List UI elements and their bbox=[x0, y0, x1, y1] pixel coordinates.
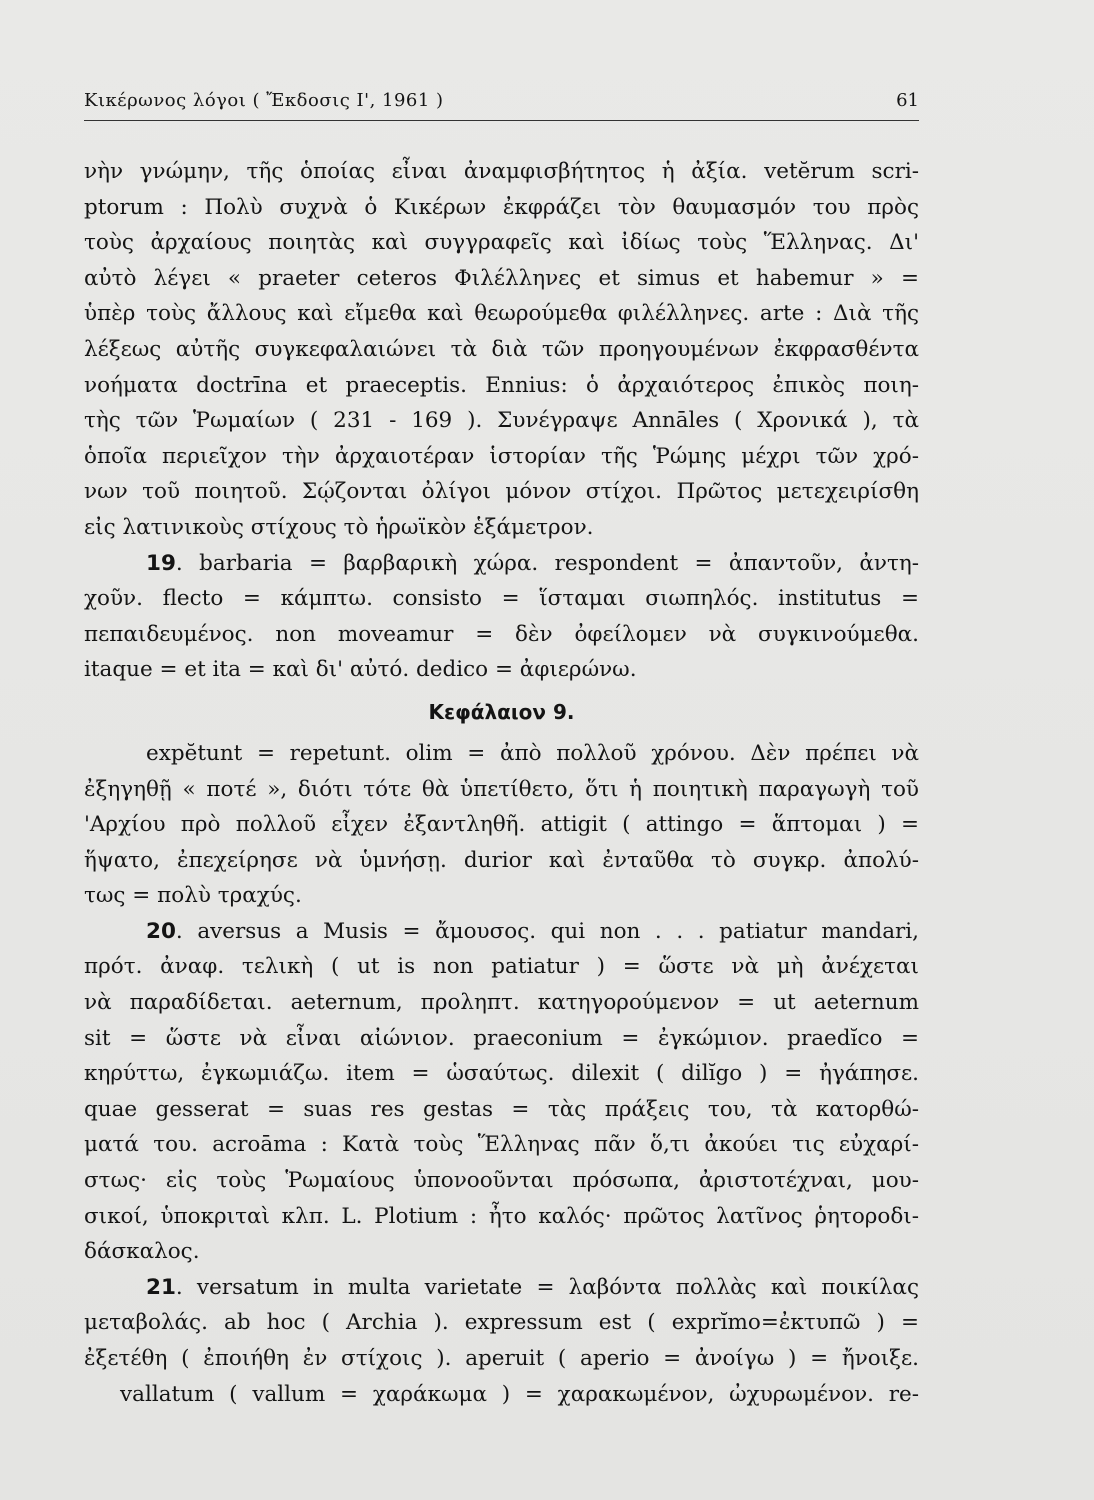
text-line: δάσκαλος. bbox=[84, 1239, 200, 1265]
text-line: 'Αρχίου πρὸ πολλοῦ εἶχεν ἐξαντληθῆ. attigit ( attingo = ἅπτομαι ) = bbox=[84, 812, 919, 838]
text-line: itaque = et ita = καὶ δι' αὐτό. dedico = ἀφιερώνω. bbox=[84, 657, 637, 683]
running-header bbox=[84, 84, 919, 121]
page-number: 61 bbox=[896, 90, 919, 111]
text-line: πεπαιδευμένος. non moveamur = δὲν ὀφείλομεν νὰ συγκινούμεθα. bbox=[84, 621, 919, 647]
text-line: τὴς τῶν Ῥωμαίων ( 231 - 169 ). Συνέγραψε Annāles ( Χρονικά ), τὰ bbox=[84, 408, 919, 434]
text-line: ἥψατο, ἐπεχείρησε νὰ ὑμνήσῃ. durior καὶ ἐνταῦθα τὸ συγκρ. ἀπολύ- bbox=[84, 847, 919, 873]
text-line: ἐξηγηθῇ « ποτέ », διότι τότε θὰ ὑπετίθετο, ὅτι ἡ ποιητικὴ παραγωγὴ τοῦ bbox=[84, 776, 919, 802]
section-first-line-text: . aversus a Musis = ἄμουσος. qui non . . . patiatur mandari, bbox=[175, 918, 919, 944]
text-line: ptorum : Πολὺ συχνὰ ὁ Κικέρων ἐκφράζει τὸν θαυμασμόν του πρὸς bbox=[84, 194, 919, 220]
text-line: λέξεως αὐτῆς συγκεφαλαιώνει τὰ διὰ τῶν προηγουμένων ἐκφρασθέντα bbox=[84, 336, 919, 362]
header-title: Κικέρωνος λόγοι ( Ἔκδοσις Ι', 1961 ) bbox=[84, 90, 444, 111]
text-line: αὐτὸ λέγει « praeter ceteros Φιλέλληνες et simus et habemur » = bbox=[84, 265, 919, 291]
text-line: ματά του. acroāma : Κατὰ τοὺς Ἕλληνας πᾶν ὅ,τι ἀκούει τις εὐχαρί- bbox=[84, 1132, 919, 1158]
text-line: νὴν γνώμην, τῆς ὁποίας εἶναι ἀναμφισβήτητος ἡ ἀξία. vetĕrum scri- bbox=[84, 159, 919, 184]
text-line: νοήματα doctrīna et praeceptis. Ennius: ὁ ἀρχαιότερος ἐπικὸς ποιη- bbox=[84, 372, 919, 398]
section-21 bbox=[84, 1270, 919, 1412]
text-line: νων τοῦ ποιητοῦ. Σῴζονται ὀλίγοι μόνον στίχοι. Πρῶτος μετεχειρίσθη bbox=[84, 479, 919, 505]
text-line: sit = ὥστε νὰ εἶναι αἰώνιον. praeconium = ἐγκώμιον. praedĭco = bbox=[84, 1025, 919, 1051]
chapter-heading: Κεφάλαιον 9. bbox=[428, 699, 575, 724]
section-number: 19 bbox=[146, 550, 176, 576]
section-number: 21 bbox=[146, 1274, 176, 1300]
chapter-paragraph bbox=[84, 736, 919, 914]
text-line: εἰς λατινικοὺς στίχους τὸ ἡρωϊκὸν ἑξάμετρον. bbox=[84, 514, 594, 540]
text-line: vallatum ( vallum = χαράκωμα ) = χαρακωμένον, ὠχυρωμένον. re- bbox=[120, 1381, 919, 1407]
paragraph-continuation bbox=[84, 154, 919, 546]
section-19 bbox=[84, 546, 919, 688]
section-first-line-text: . versatum in multa varietate = λαβόντα πολλὰς καὶ ποικίλας bbox=[175, 1274, 919, 1300]
section-first-line-text: . barbaria = βαρβαρικὴ χώρα. respondent = ἀπαντοῦν, ἀντη- bbox=[175, 550, 919, 576]
section-first-line bbox=[84, 1270, 919, 1306]
text-line: μεταβολάς. ab hoc ( Archia ). expressum est ( exprĭmo=ἐκτυπῶ ) = bbox=[84, 1310, 919, 1336]
section-first-line bbox=[84, 546, 919, 582]
section-first-line bbox=[84, 914, 919, 950]
text-line: quae gesserat = suas res gestas = τὰς πράξεις του, τὰ κατορθώ- bbox=[84, 1096, 919, 1122]
text-line: νὰ παραδίδεται. aeternum, προληπτ. κατηγορούμενον = ut aeternum bbox=[84, 990, 919, 1016]
text-line: σικοί, ὑποκριταὶ κλπ. L. Plotium : ἦτο καλός· πρῶτος λατῖνος ῥητοροδι- bbox=[84, 1203, 919, 1229]
text-line: ἐξετέθη ( ἐποιήθη ἐν στίχοις ). aperuit ( aperio = ἀνοίγω ) = ἤνοιξε. bbox=[84, 1346, 919, 1371]
text-line: χοῦν. flecto = κάμπτω. consisto = ἵσταμαι σιωπηλός. institutus = bbox=[84, 586, 919, 612]
page-body bbox=[84, 154, 919, 1412]
text-line: ὁποῖα περιεῖχον τὴν ἀρχαιοτέραν ἱστορίαν τῆς Ῥώμης μέχρι τῶν χρό- bbox=[84, 443, 919, 469]
text-line: κηρύττω, ἐγκωμιάζω. item = ὡσαύτως. dilexit ( dilĭgo ) = ἠγάπησε. bbox=[84, 1061, 919, 1087]
paragraph-first-line: expĕtunt = repetunt. olim = ἀπὸ πολλοῦ χρόνου. Δὲν πρέπει νὰ bbox=[146, 740, 919, 766]
text-line: ὑπὲρ τοὺς ἄλλους καὶ εἴμεθα καὶ θεωρούμεθα φιλέλληνες. arte : Διὰ τῆς bbox=[84, 301, 919, 327]
section-20 bbox=[84, 914, 919, 1270]
text-line: τοὺς ἀρχαίους ποιητὰς καὶ συγγραφεῖς καὶ ἰδίως τοὺς Ἕλληνας. Δι' bbox=[84, 230, 919, 256]
section-number: 20 bbox=[146, 918, 176, 944]
text-line: στως· εἰς τοὺς Ῥωμαίους ὑπονοοῦνται πρόσωπα, ἀριστοτέχναι, μου- bbox=[84, 1168, 919, 1194]
text-line: πρότ. ἀναφ. τελικὴ ( ut is non patiatur ) = ὥστε νὰ μὴ ἀνέχεται bbox=[84, 954, 919, 980]
text-line: τως = πολὺ τραχύς. bbox=[84, 883, 302, 909]
